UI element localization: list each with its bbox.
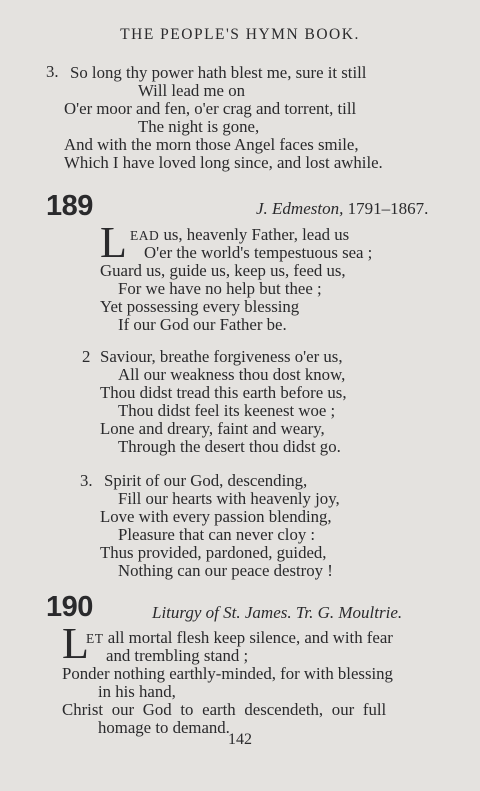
verse-line: The night is gone, (138, 117, 260, 136)
verse-line: Will lead me on (138, 81, 245, 100)
drop-cap: L (62, 619, 89, 668)
verse-line: Guard us, guide us, keep us, feed us, (100, 261, 346, 280)
verse-number: 3. (80, 471, 93, 490)
verse-line: Nothing can our peace destroy ! (118, 561, 333, 580)
verse-line: Through the desert thou didst go. (118, 437, 341, 456)
author-dates: 1791–1867. (347, 199, 429, 218)
verse-line: homage to demand. (98, 718, 230, 737)
hymn-author (256, 199, 428, 219)
verse-line: Thus provided, pardoned, guided, (100, 543, 327, 562)
verse-line: O'er moor and fen, o'er crag and torrent, till (64, 99, 357, 118)
verse-line: And with the morn those Angel faces smile, (64, 135, 359, 154)
verse-line: Saviour, breathe forgiveness o'er us, (100, 347, 343, 366)
verse-line: For we have no help but thee ; (118, 279, 322, 298)
verse-line: Lone and dreary, faint and weary, (100, 419, 325, 438)
drop-cap: L (100, 218, 127, 267)
verse-line: Ponder nothing earthly-minded, for with blessing (62, 664, 393, 683)
verse-line: Spirit of our God, descending, (104, 471, 308, 490)
hymn-author: Liturgy of St. James. Tr. G. Moultrie. (152, 603, 403, 622)
verse-line: Fill our hearts with heavenly joy, (118, 489, 340, 508)
running-header: THE PEOPLE'S HYMN BOOK. (120, 26, 360, 43)
verse-line: and trembling stand ; (106, 646, 249, 665)
first-line-rest: us, heavenly Father, lead us (159, 225, 350, 244)
verse-line: Which I have loved long since, and lost awhile. (64, 153, 383, 172)
verse-line: All our weakness thou dost know, (118, 365, 346, 384)
first-line-rest: all mortal flesh keep silence, and with fear (103, 628, 393, 647)
verse-line: Pleasure that can never cloy : (118, 525, 316, 544)
first-word-caps: EAD (130, 228, 160, 243)
first-word-caps: ET (86, 631, 104, 646)
verse-line: in his hand, (98, 682, 176, 701)
verse-line: Christ our God to earth descendeth, our full (62, 700, 387, 719)
hymn-number: 190 (46, 591, 93, 623)
verse-line: O'er the world's tempestuous sea ; (144, 243, 373, 262)
verse-line: Yet possessing every blessing (100, 297, 300, 316)
verse-line: So long thy power hath blest me, sure it still (70, 63, 367, 82)
verse-number: 2 (82, 347, 91, 366)
page-number: 142 (228, 731, 252, 748)
verse-line: Thou didst tread this earth before us, (100, 383, 347, 402)
verse-line (86, 628, 393, 648)
author-name: J. Edmeston, (256, 199, 344, 218)
verse-line: Thou didst feel its keenest woe ; (118, 401, 336, 420)
verse-line: Love with every passion blending, (100, 507, 332, 526)
verse-line (130, 225, 349, 245)
verse-number: 3. (46, 62, 59, 81)
hymn-number: 189 (46, 190, 93, 222)
verse-line: If our God our Father be. (118, 315, 287, 334)
